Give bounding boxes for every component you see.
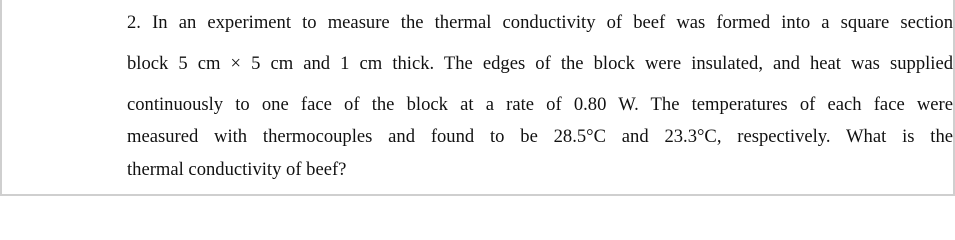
problem-line-5: thermal conductivity of beef?	[127, 159, 347, 180]
problem-line-3: continuously to one face of the block at a rate of 0.80 W. The temperatures of each face were	[127, 94, 953, 115]
problem-line-2: block 5 cm × 5 cm and 1 cm thick. The edges of the block were insulated, and heat was supplied	[127, 53, 953, 74]
problem-line-1: 2. In an experiment to measure the thermal conductivity of beef was formed into a square section	[127, 12, 953, 33]
problem-line-4: measured with thermocouples and found to be 28.5°C and 23.3°C, respectively. What is the	[127, 126, 953, 147]
